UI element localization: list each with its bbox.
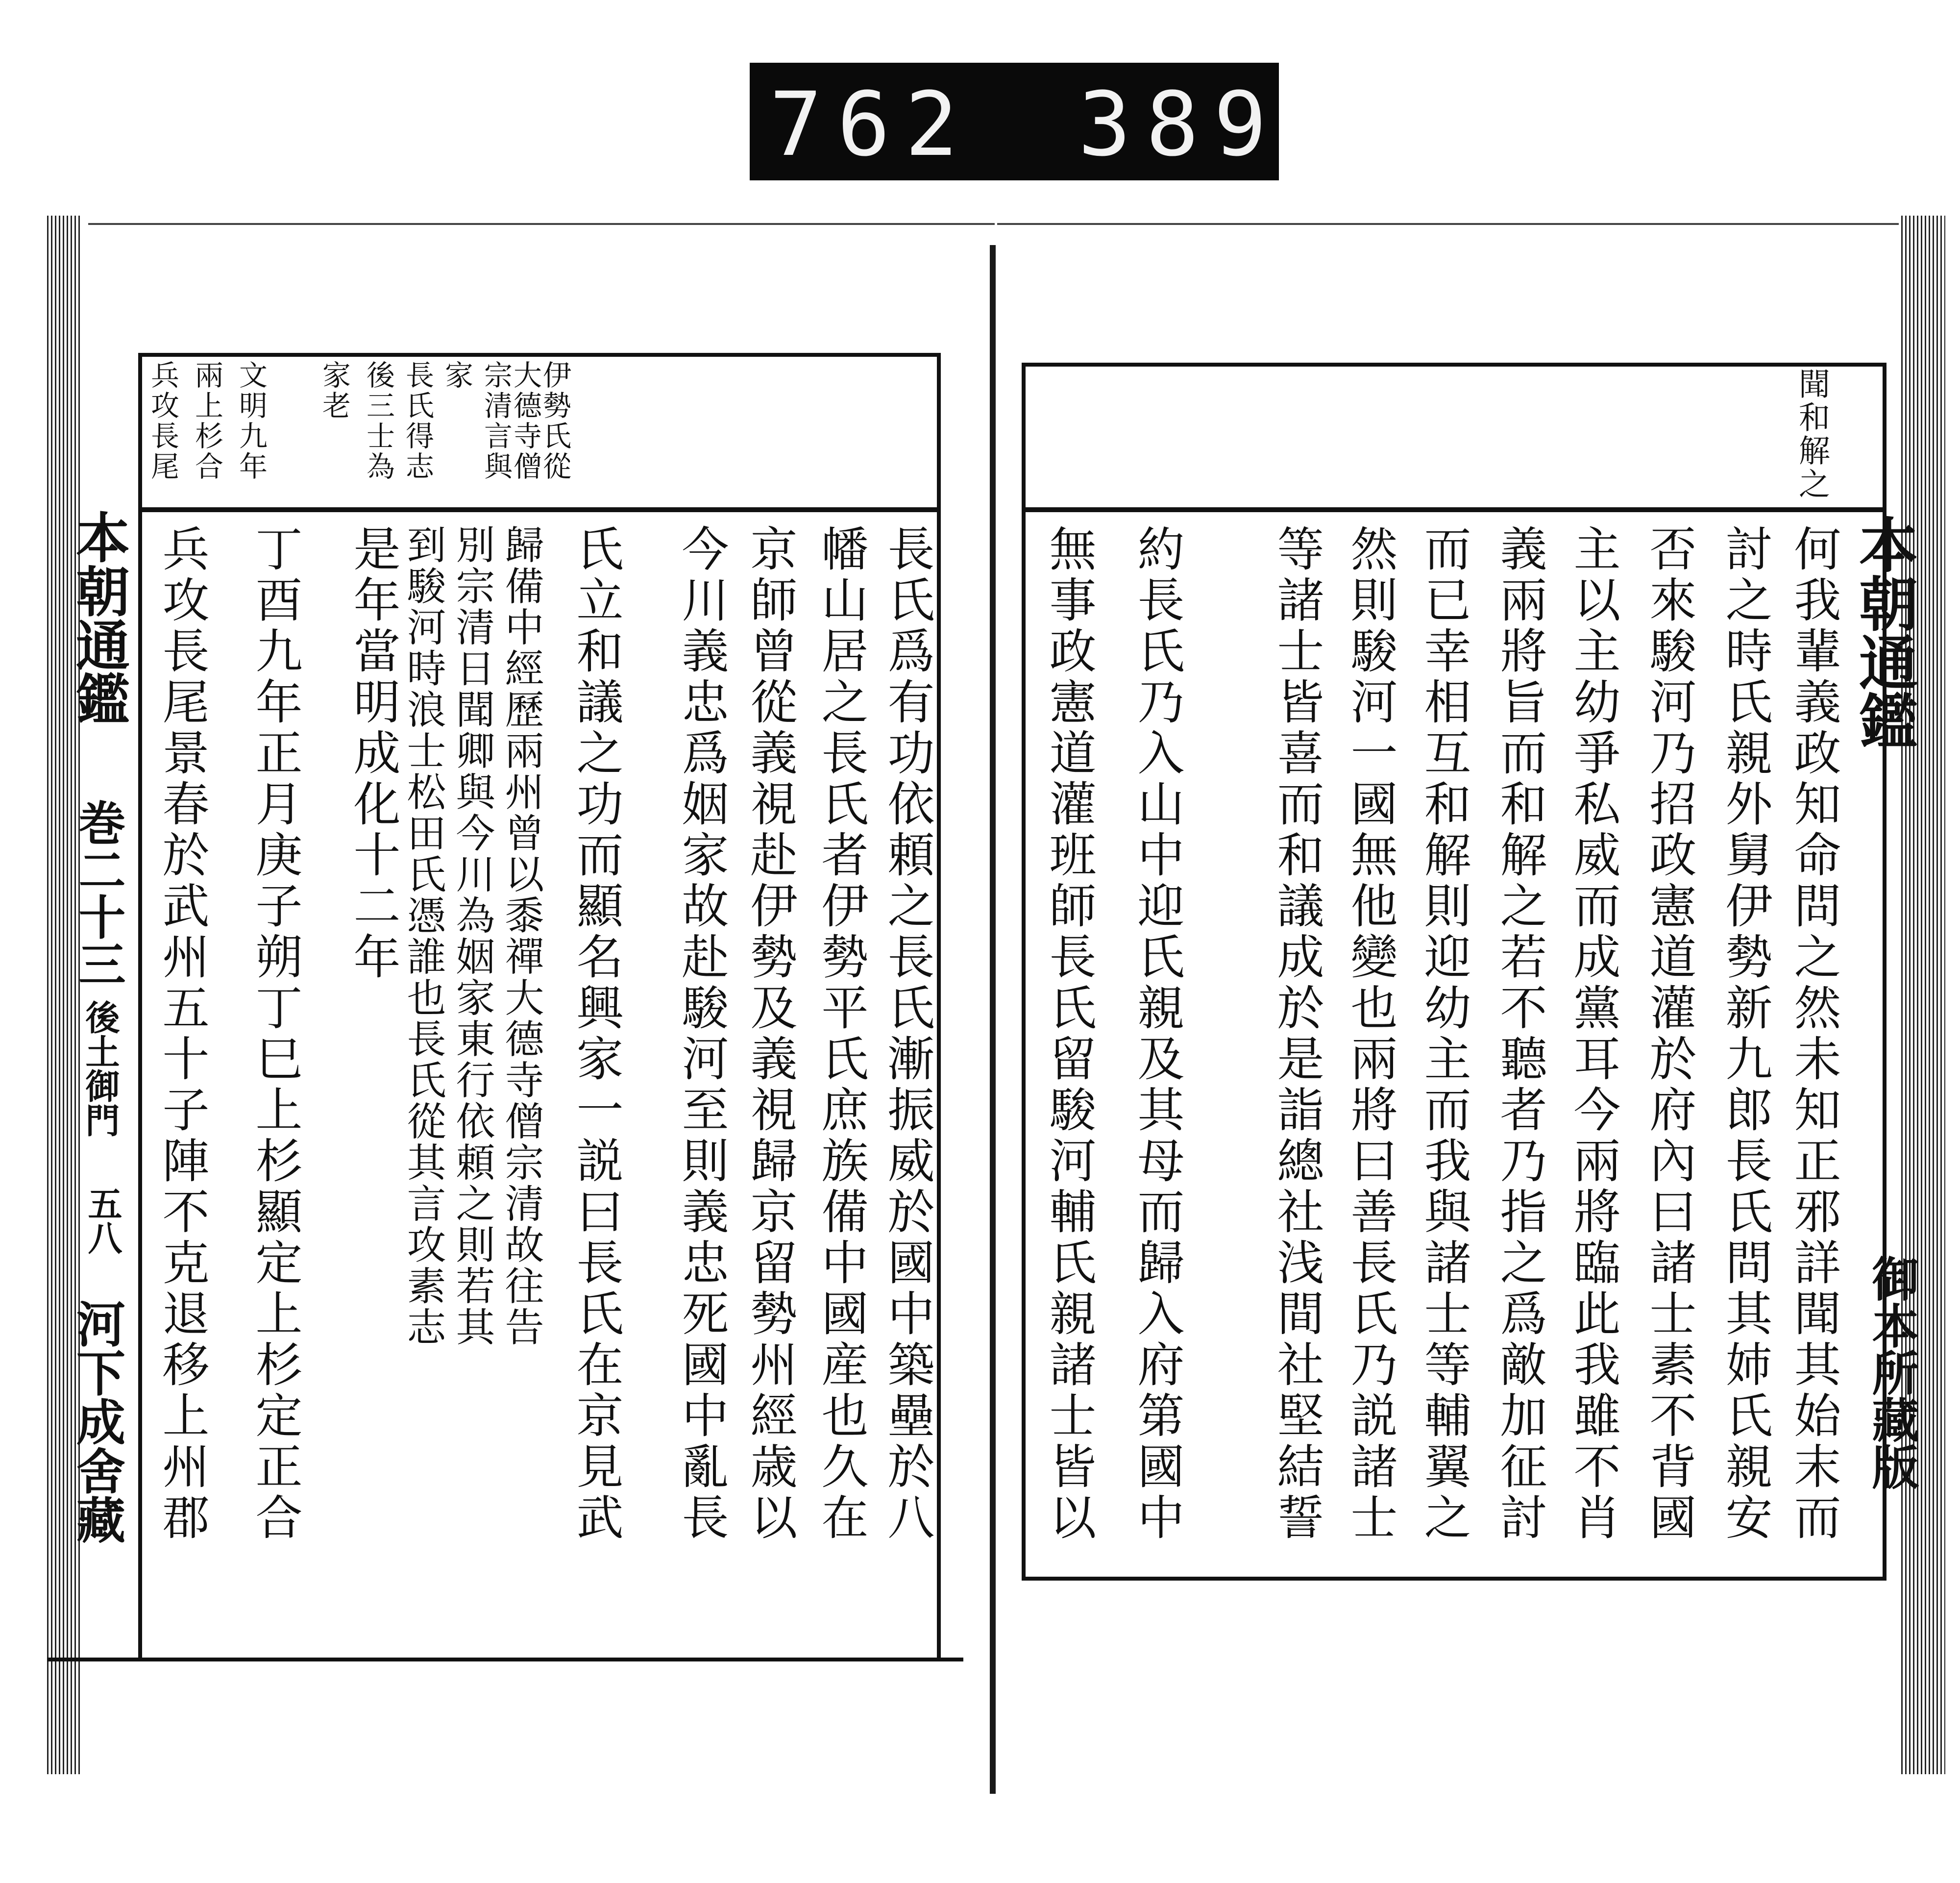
left-headnote-line: 兩上杉合 xyxy=(190,360,223,482)
left-headnote-line: 宗清言與 xyxy=(479,360,513,482)
top-right-edge-line xyxy=(997,223,1899,225)
left-text-column: 今川義忠爲姻家故赴駿河至則義忠死國中亂長 xyxy=(674,524,729,1544)
left-side-folio: 五八 xyxy=(82,1186,123,1255)
left-text-column: 長氏爲有功依頼之長氏漸振威於國中築壘於八 xyxy=(880,524,935,1544)
left-text-column: 是年當明成化十二年 xyxy=(346,524,401,983)
left-text-column-small: 別宗清日聞卿與今川為姻家東行依頼之則若其 xyxy=(449,524,495,1348)
left-headnote-line: 伊勢氏從 xyxy=(538,360,571,482)
left-side-reign: 後土御門 xyxy=(80,1000,121,1137)
frame-number-left: 762 xyxy=(769,74,973,176)
frame-number-right: 389 xyxy=(1078,74,1282,176)
right-text-column: 而已幸相互和解則迎幼主而我與諸士等輔翼之 xyxy=(1417,524,1471,1544)
right-text-column: 然則駿河一國無他變也兩將曰善長氏乃説諸士 xyxy=(1343,524,1398,1544)
right-side-title: 本朝通鑑 xyxy=(1849,515,1918,750)
frame-number-label xyxy=(750,63,1282,180)
left-headnote-line: 家老 xyxy=(318,360,351,421)
left-text-column-small: 歸備中經歷兩州曾以黍禪大德寺僧宗清故往告 xyxy=(498,524,544,1348)
right-text-column: 主以主幼爭私威而成黨耳今兩將臨此我雖不肖 xyxy=(1566,524,1621,1544)
left-text-column: 氏立和議之功而顯名興家一説曰長氏在京見武 xyxy=(569,524,624,1544)
left-headnote-line: 兵攻長尾 xyxy=(146,360,179,482)
left-side-volume: 巻二十三 xyxy=(71,799,126,987)
left-bottom-rule xyxy=(47,1658,963,1661)
right-text-column: 約長氏乃入山中迎氏親及其母而歸入府第國中 xyxy=(1130,524,1185,1544)
left-text-column: 兵攻長尾景春於武州五十子陣不克退移上州郡 xyxy=(155,524,210,1544)
top-left-edge-line xyxy=(88,223,995,225)
left-side-title: 本朝通鑑 xyxy=(67,510,130,725)
right-text-column: 義兩將旨而和解之若不聽者乃指之爲敵加征討 xyxy=(1493,524,1547,1544)
right-text-column: 何我輩義政知命問之然未知正邪詳聞其始末而 xyxy=(1787,524,1841,1544)
left-headnote-line: 大德寺僧 xyxy=(509,360,542,482)
left-headnote-line: 文明九年 xyxy=(234,360,268,482)
left-headnote-line: 家 xyxy=(440,360,473,391)
left-headnote-line: 後三士為 xyxy=(362,360,395,482)
right-text-column: 等諸士皆喜而和議成於是詣總社浅間社堅結誓 xyxy=(1270,524,1324,1544)
right-text-column: 無事政憲道灌班師長氏留駿河輔氏親諸士皆以 xyxy=(1042,524,1097,1544)
right-headnote: 聞和解之 xyxy=(1793,368,1830,501)
right-text-column: 討之時氏親外舅伊勢新九郎長氏問其姉氏親安 xyxy=(1718,524,1773,1544)
right-headnote-rule xyxy=(1022,507,1886,512)
left-headnote-rule xyxy=(138,507,941,512)
left-text-column-small: 到駿河時浪士松田氏憑誰也長氏從其言攻素志 xyxy=(400,524,446,1348)
left-text-column: 幡山居之長氏者伊勢平氏庶族備中國産也久在 xyxy=(814,524,869,1544)
book-gutter xyxy=(990,245,996,1794)
right-side-publisher: 御本所藏版 xyxy=(1864,1255,1920,1490)
left-text-column: 丁酉九年正月庚子朔丁巳上杉顯定上杉定正合 xyxy=(248,524,303,1544)
left-text-column: 京師曾從義視赴伊勢及義視歸京留勢州經歳以 xyxy=(743,524,798,1544)
left-side-publisher: 河下成舍藏 xyxy=(68,1299,126,1544)
left-headnote-line: 長氏得志 xyxy=(401,360,434,482)
right-text-column: 否來駿河乃招政憲道灌於府內曰諸士素不背國 xyxy=(1642,524,1697,1544)
